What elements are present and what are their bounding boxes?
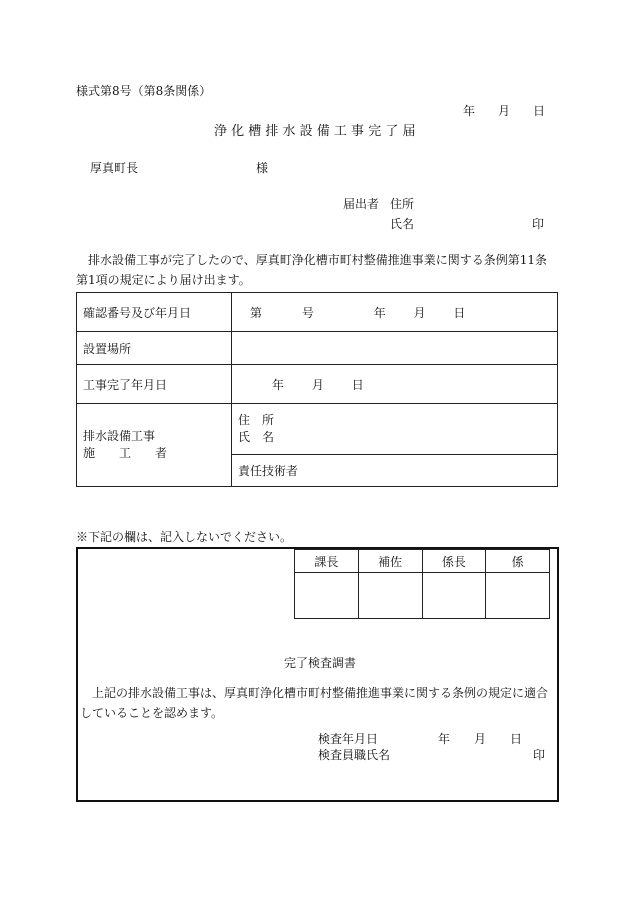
inspection-day: 日 bbox=[510, 732, 523, 746]
value-dai: 第 bbox=[250, 305, 263, 320]
details-table bbox=[76, 292, 558, 487]
applicant-name-label: 氏名 bbox=[390, 217, 415, 231]
table-row bbox=[77, 365, 558, 404]
value-go: 号 bbox=[301, 305, 314, 320]
table-row bbox=[77, 332, 558, 365]
row-label: 確認番号及び年月日 bbox=[77, 293, 232, 332]
table-row bbox=[295, 550, 550, 573]
row-value bbox=[232, 404, 558, 455]
constructor-address-label: 住 所 bbox=[238, 413, 275, 427]
applicant-address-label: 住所 bbox=[390, 197, 415, 211]
approval-header: 係 bbox=[486, 550, 550, 573]
value-year: 年 bbox=[373, 305, 386, 320]
inspection-year: 年 bbox=[438, 732, 451, 746]
value-month: 月 bbox=[311, 377, 324, 392]
row-label bbox=[77, 404, 232, 487]
inspection-title: 完了検査調書 bbox=[284, 656, 357, 670]
table-row bbox=[295, 573, 550, 619]
date-day: 日 bbox=[533, 104, 546, 118]
approval-header: 補佐 bbox=[358, 550, 422, 573]
inspection-month: 月 bbox=[474, 732, 487, 746]
applicant-seal: 印 bbox=[532, 217, 545, 231]
inspector-label: 検査員職氏名 bbox=[318, 748, 391, 762]
inspection-text: 上記の排水設備工事は、厚真町浄化槽市町村整備推進事業に関する条例の規定に適合していることを認めます。 bbox=[80, 686, 549, 720]
value-month: 月 bbox=[413, 305, 426, 320]
row-value bbox=[232, 332, 558, 365]
document-title: 浄 化 槽 排 水 設 備 工 事 完 了 届 bbox=[214, 124, 416, 139]
value-year: 年 bbox=[272, 377, 285, 392]
addressee-name: 厚真町長 bbox=[90, 161, 139, 175]
approval-stamp-cell bbox=[422, 573, 486, 619]
value-day: 日 bbox=[453, 305, 466, 320]
row-value: 責任技術者 bbox=[232, 455, 558, 487]
table-row bbox=[77, 404, 558, 455]
approval-stamp-cell bbox=[358, 573, 422, 619]
office-use-note: ※下記の欄は、記入しないでください。 bbox=[76, 530, 293, 544]
addressee-honorific: 様 bbox=[256, 161, 269, 175]
constructor-label-1: 排水設備工事 bbox=[83, 429, 156, 443]
constructor-label-2: 施 工 者 bbox=[83, 446, 168, 460]
constructor-name-label: 氏 名 bbox=[238, 430, 275, 444]
inspection-box bbox=[76, 547, 559, 802]
row-value bbox=[232, 293, 558, 332]
approval-header: 係長 bbox=[422, 550, 486, 573]
inspection-date-label: 検査年月日 bbox=[318, 732, 379, 746]
approval-stamp-cell bbox=[295, 573, 359, 619]
row-label: 工事完了年月日 bbox=[77, 365, 232, 404]
form-number: 様式第8号（第8条関係） bbox=[76, 84, 212, 98]
inspector-seal: 印 bbox=[533, 748, 546, 762]
row-value bbox=[232, 365, 558, 404]
date-month: 月 bbox=[498, 104, 511, 118]
row-label: 設置場所 bbox=[77, 332, 232, 365]
applicant-label: 届出者 bbox=[343, 197, 380, 211]
date-year: 年 bbox=[463, 104, 476, 118]
approval-header: 課長 bbox=[295, 550, 359, 573]
approval-stamp-cell bbox=[486, 573, 550, 619]
approval-stamp-table bbox=[294, 549, 550, 619]
value-day: 日 bbox=[351, 377, 364, 392]
table-row bbox=[77, 293, 558, 332]
body-text: 排水設備工事が完了したので、厚真町浄化槽市町村整備推進事業に関する条例第11条第1項の規定により届け出ます。 bbox=[76, 253, 548, 287]
